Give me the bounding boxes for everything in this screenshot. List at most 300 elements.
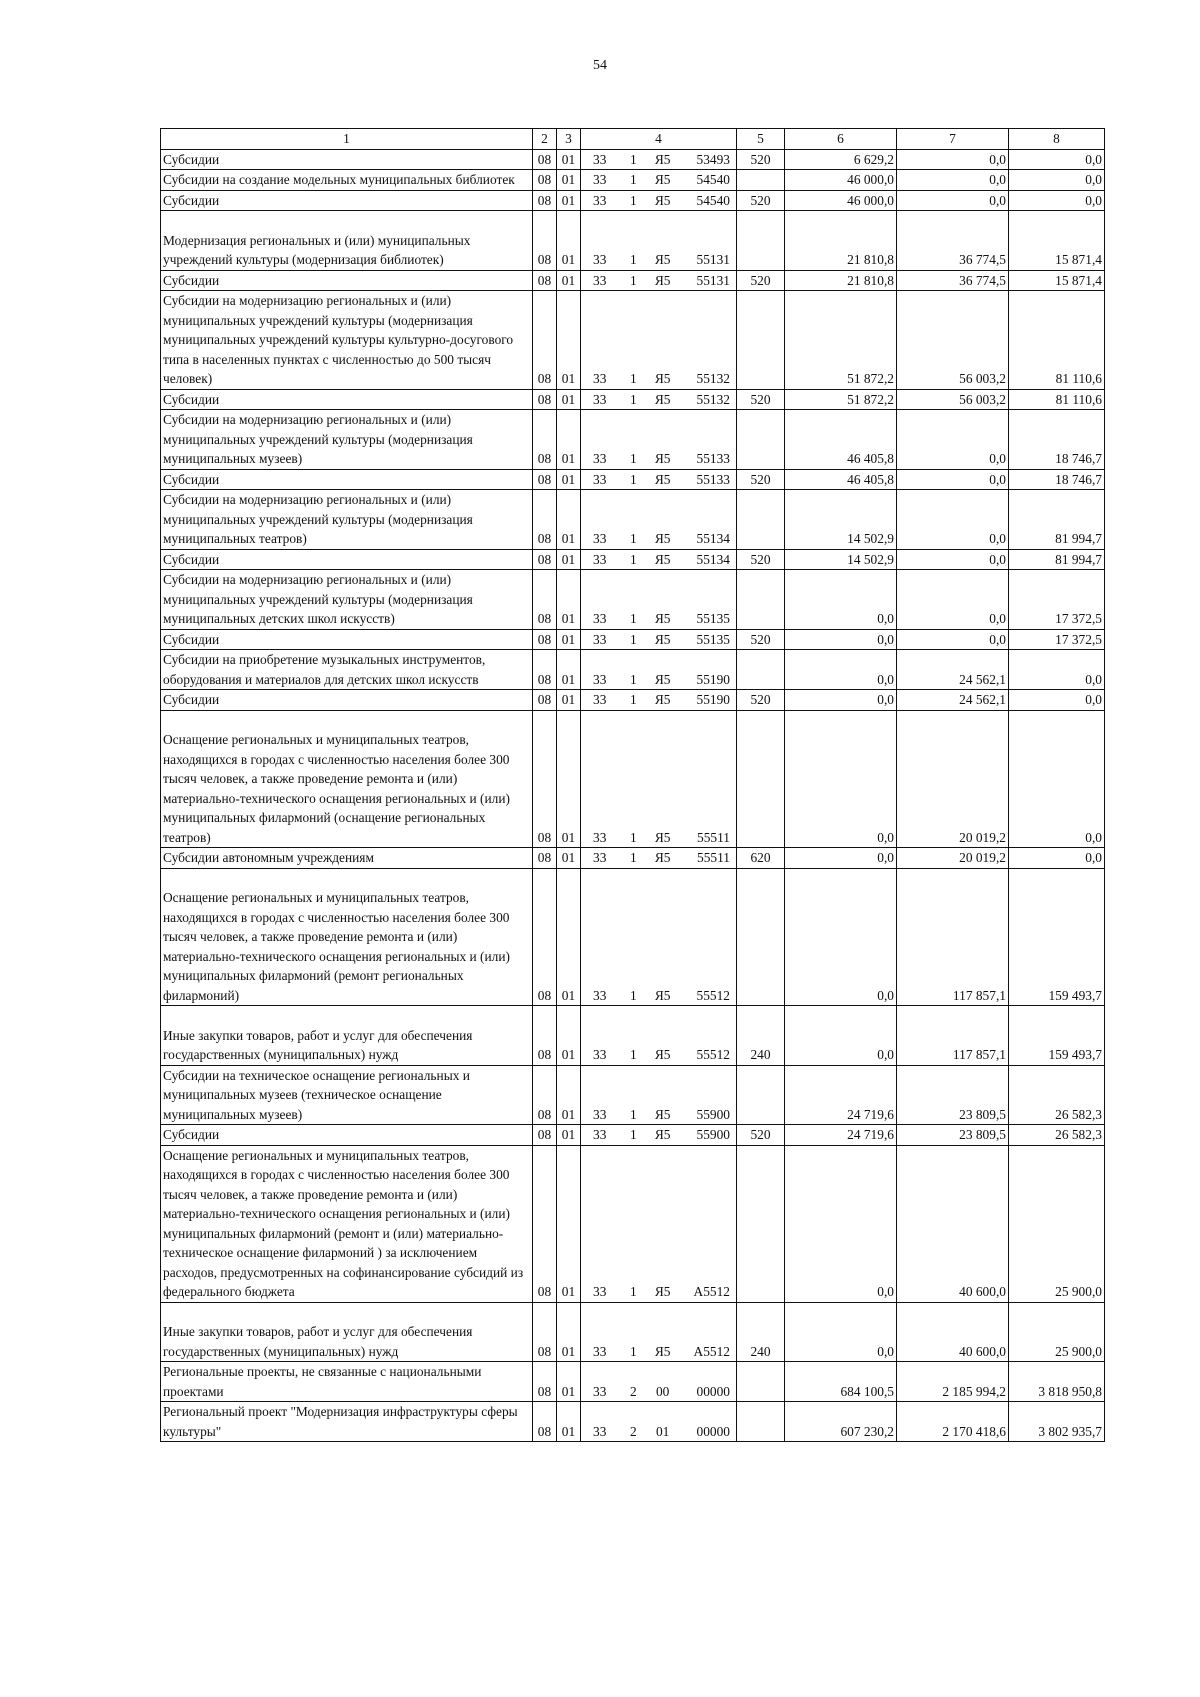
amount-col-8: 0,0 xyxy=(1009,149,1105,170)
row-name xyxy=(161,389,533,410)
expense-type-code xyxy=(737,710,785,848)
section-code: 08 xyxy=(533,389,557,410)
target-article-code xyxy=(581,1065,737,1125)
target-article-code xyxy=(581,690,737,711)
target-article-code xyxy=(581,1145,737,1302)
code-part: 54540 xyxy=(696,192,730,208)
table-row xyxy=(161,469,1105,490)
amount-col-7: 36 774,5 xyxy=(897,270,1009,291)
amount-col-8: 25 900,0 xyxy=(1009,1145,1105,1302)
code-part: 1 xyxy=(629,551,637,567)
expense-type-code xyxy=(737,570,785,630)
amount-col-8: 3 818 950,8 xyxy=(1009,1362,1105,1402)
amount-col-8: 159 493,7 xyxy=(1009,1006,1105,1066)
amount-col-8: 0,0 xyxy=(1009,190,1105,211)
expense-type-code: 240 xyxy=(737,1302,785,1362)
amount-col-6: 684 100,5 xyxy=(785,1362,897,1402)
expense-type-code: 240 xyxy=(737,1006,785,1066)
code-part: 1 xyxy=(629,671,637,687)
section-code: 08 xyxy=(533,1145,557,1302)
section-code: 08 xyxy=(533,211,557,271)
code-part: Я5 xyxy=(654,272,671,288)
row-name xyxy=(161,629,533,650)
table-row xyxy=(161,1006,1105,1066)
row-name-text: Субсидии на создание модельных муниципальных библиотек xyxy=(163,172,515,187)
row-name-text: Иные закупки товаров, работ и услуг для обеспечения государственных (муниципальных) нужд xyxy=(163,1027,473,1062)
amount-col-6: 14 502,9 xyxy=(785,490,897,550)
code-part: 1 xyxy=(629,272,637,288)
table-row xyxy=(161,190,1105,211)
amount-col-8: 18 746,7 xyxy=(1009,410,1105,470)
row-name xyxy=(161,490,533,550)
row-name-text: Субсидии xyxy=(163,192,220,208)
table-row xyxy=(161,170,1105,191)
header-cell: 7 xyxy=(897,129,1009,150)
header-cell: 1 xyxy=(161,129,533,150)
code-part: Я5 xyxy=(654,471,671,487)
section-code: 08 xyxy=(533,1006,557,1066)
code-part: 55190 xyxy=(696,692,730,707)
code-part: 33 xyxy=(593,850,607,865)
code-part: 55131 xyxy=(696,252,730,267)
section-code: 08 xyxy=(533,690,557,711)
code-part: 33 xyxy=(593,1284,607,1299)
target-article-code xyxy=(581,1006,737,1066)
expense-type-code xyxy=(737,410,785,470)
amount-col-7: 0,0 xyxy=(897,490,1009,550)
section-code: 08 xyxy=(533,1402,557,1442)
amount-col-6: 6 629,2 xyxy=(785,149,897,170)
target-article-code xyxy=(581,410,737,470)
code-part: 1 xyxy=(629,611,637,626)
code-part: 33 xyxy=(593,1047,607,1062)
amount-col-7: 2 185 994,2 xyxy=(897,1362,1009,1402)
amount-col-8: 159 493,7 xyxy=(1009,868,1105,1006)
code-part: 55131 xyxy=(696,272,730,288)
code-part: 55190 xyxy=(696,671,730,687)
code-part: 55135 xyxy=(696,611,730,626)
code-part: 1 xyxy=(629,252,637,267)
amount-col-8: 26 582,3 xyxy=(1009,1065,1105,1125)
expense-type-code: 520 xyxy=(737,149,785,170)
section-code: 08 xyxy=(533,1065,557,1125)
amount-col-6: 607 230,2 xyxy=(785,1402,897,1442)
code-part: 33 xyxy=(593,272,607,288)
code-part: 33 xyxy=(593,391,607,407)
amount-col-7: 0,0 xyxy=(897,410,1009,470)
amount-col-7: 0,0 xyxy=(897,190,1009,211)
section-code: 08 xyxy=(533,170,557,191)
code-part: 33 xyxy=(593,1106,607,1122)
expense-type-code xyxy=(737,868,785,1006)
section-code: 08 xyxy=(533,1125,557,1146)
code-part: 55511 xyxy=(697,829,730,845)
row-name-text: Региональный проект "Модернизация инфраструктуры сферы культуры" xyxy=(163,1404,518,1439)
code-part: 33 xyxy=(593,829,607,845)
code-part: Я5 xyxy=(654,551,671,567)
amount-col-6: 0,0 xyxy=(785,1302,897,1362)
expense-type-code: 520 xyxy=(737,629,785,650)
subsection-code: 01 xyxy=(557,1006,581,1066)
row-name xyxy=(161,1145,533,1302)
table-row xyxy=(161,291,1105,390)
target-article-code xyxy=(581,490,737,550)
row-name-text: Субсидии на модернизацию региональных и (или) муниципальных учреждений культуры (модернизация муниципальных детских школ искусств) xyxy=(163,572,473,626)
code-part: Я5 xyxy=(654,1127,671,1142)
expense-type-code: 520 xyxy=(737,1125,785,1146)
target-article-code xyxy=(581,469,737,490)
target-article-code xyxy=(581,710,737,848)
code-part: 1 xyxy=(629,692,637,707)
table-row xyxy=(161,270,1105,291)
amount-col-7: 117 857,1 xyxy=(897,1006,1009,1066)
target-article-code xyxy=(581,1302,737,1362)
code-part: 33 xyxy=(593,631,607,647)
section-code: 08 xyxy=(533,650,557,690)
target-article-code xyxy=(581,848,737,869)
amount-col-6: 0,0 xyxy=(785,868,897,1006)
expense-type-code: 520 xyxy=(737,270,785,291)
subsection-code: 01 xyxy=(557,190,581,211)
expense-type-code xyxy=(737,1065,785,1125)
code-part: 1 xyxy=(629,1127,637,1142)
target-article-code xyxy=(581,650,737,690)
code-part: 2 xyxy=(629,1383,637,1399)
code-part: 55134 xyxy=(696,531,730,546)
target-article-code xyxy=(581,170,737,191)
table-row xyxy=(161,848,1105,869)
row-name-text: Оснащение региональных и муниципальных театров, находящихся в городах с численностью населения более 300 тысяч человек, а также проведение ремонта и (или) материально-технического оснащения региональных и (или) муниципальных филармоний (оснащение региональных театров) xyxy=(163,732,510,845)
section-code: 08 xyxy=(533,190,557,211)
header-cell: 3 xyxy=(557,129,581,150)
amount-col-8: 0,0 xyxy=(1009,848,1105,869)
table-row xyxy=(161,1402,1105,1442)
amount-col-7: 40 600,0 xyxy=(897,1145,1009,1302)
code-part: 33 xyxy=(593,471,607,487)
amount-col-6: 24 719,6 xyxy=(785,1125,897,1146)
amount-col-6: 0,0 xyxy=(785,650,897,690)
row-name-text: Оснащение региональных и муниципальных театров, находящихся в городах с численностью населения более 300 тысяч человек, а также проведение ремонта и (или) материально-технического оснащения региональных и (или) муниципальных филармоний (ремонт и (или) материально-техническое оснащение филармоний ) за исключением расходов, предусмотренных на софинансирование субсидий из федерального бюджета xyxy=(163,1147,524,1299)
expense-type-code: 520 xyxy=(737,190,785,211)
row-spacer xyxy=(163,869,530,889)
target-article-code xyxy=(581,570,737,630)
subsection-code: 01 xyxy=(557,690,581,711)
amount-col-7: 20 019,2 xyxy=(897,848,1009,869)
row-name xyxy=(161,149,533,170)
code-part: 55132 xyxy=(696,391,730,407)
amount-col-8: 81 110,6 xyxy=(1009,389,1105,410)
row-name xyxy=(161,1402,533,1442)
row-name xyxy=(161,650,533,690)
table-row xyxy=(161,1065,1105,1125)
row-name xyxy=(161,410,533,470)
table-row xyxy=(161,1302,1105,1362)
amount-col-6: 0,0 xyxy=(785,1006,897,1066)
code-part: 55135 xyxy=(696,631,730,647)
code-part: 1 xyxy=(629,829,637,845)
section-code: 08 xyxy=(533,549,557,570)
code-part: Я5 xyxy=(654,151,671,167)
subsection-code: 01 xyxy=(557,868,581,1006)
amount-col-8: 17 372,5 xyxy=(1009,629,1105,650)
section-code: 08 xyxy=(533,710,557,848)
code-part: 01 xyxy=(655,1423,670,1439)
target-article-code xyxy=(581,1125,737,1146)
amount-col-8: 0,0 xyxy=(1009,710,1105,848)
amount-col-7: 0,0 xyxy=(897,549,1009,570)
amount-col-8: 15 871,4 xyxy=(1009,270,1105,291)
row-name-text: Субсидии на приобретение музыкальных инструментов, оборудования и материалов для детских школ искусств xyxy=(163,652,486,687)
page-number: 54 xyxy=(593,58,607,73)
code-part: Я5 xyxy=(654,371,671,386)
section-code: 08 xyxy=(533,868,557,1006)
subsection-code: 01 xyxy=(557,629,581,650)
section-code: 08 xyxy=(533,570,557,630)
subsection-code: 01 xyxy=(557,291,581,390)
expense-type-code xyxy=(737,211,785,271)
code-part: Я5 xyxy=(654,671,671,687)
table-row xyxy=(161,149,1105,170)
amount-col-6: 51 872,2 xyxy=(785,389,897,410)
amount-col-8: 0,0 xyxy=(1009,650,1105,690)
code-part: 33 xyxy=(593,692,607,707)
amount-col-8: 18 746,7 xyxy=(1009,469,1105,490)
code-part: 1 xyxy=(629,1284,637,1299)
code-part: 55132 xyxy=(696,371,730,386)
code-part: 33 xyxy=(593,987,607,1003)
section-code: 08 xyxy=(533,848,557,869)
table-row xyxy=(161,1362,1105,1402)
amount-col-8: 26 582,3 xyxy=(1009,1125,1105,1146)
amount-col-6: 46 000,0 xyxy=(785,170,897,191)
table-row xyxy=(161,690,1105,711)
row-name xyxy=(161,170,533,191)
amount-col-7: 23 809,5 xyxy=(897,1125,1009,1146)
code-part: 1 xyxy=(629,531,637,546)
header-row xyxy=(161,129,1105,150)
table-row xyxy=(161,490,1105,550)
code-part: А5512 xyxy=(693,1284,730,1299)
table-row xyxy=(161,868,1105,1006)
code-part: 1 xyxy=(629,631,637,647)
header-cell: 5 xyxy=(737,129,785,150)
code-part: Я5 xyxy=(654,1106,671,1122)
amount-col-6: 14 502,9 xyxy=(785,549,897,570)
code-part: Я5 xyxy=(654,692,671,707)
code-part: Я5 xyxy=(654,631,671,647)
expense-type-code: 620 xyxy=(737,848,785,869)
row-name xyxy=(161,549,533,570)
code-part: 1 xyxy=(629,192,637,208)
amount-col-8: 81 994,7 xyxy=(1009,549,1105,570)
row-name xyxy=(161,270,533,291)
code-part: Я5 xyxy=(654,1343,671,1359)
row-name-text: Субсидии на модернизацию региональных и (или) муниципальных учреждений культуры (модернизация муниципальных музеев) xyxy=(163,412,473,466)
section-code: 08 xyxy=(533,291,557,390)
amount-col-6: 0,0 xyxy=(785,710,897,848)
amount-col-6: 0,0 xyxy=(785,690,897,711)
row-name xyxy=(161,190,533,211)
row-name xyxy=(161,1065,533,1125)
amount-col-8: 81 994,7 xyxy=(1009,490,1105,550)
code-part: 33 xyxy=(593,192,607,208)
expense-type-code xyxy=(737,170,785,191)
subsection-code: 01 xyxy=(557,490,581,550)
row-name-text: Субсидии на модернизацию региональных и (или) муниципальных учреждений культуры (модернизация муниципальных учреждений культуры культурно-досугового типа в населенных пунктах с численностью до 500 тысяч человек) xyxy=(163,293,514,386)
subsection-code: 01 xyxy=(557,650,581,690)
code-part: Я5 xyxy=(654,172,671,187)
target-article-code xyxy=(581,549,737,570)
row-name-text: Субсидии xyxy=(163,551,220,567)
expense-type-code xyxy=(737,1145,785,1302)
amount-col-6: 21 810,8 xyxy=(785,211,897,271)
code-part: 00000 xyxy=(696,1423,730,1439)
row-name-text: Субсидии автономным учреждениям xyxy=(163,850,374,865)
header-cell: 6 xyxy=(785,129,897,150)
code-part: 1 xyxy=(629,850,637,865)
code-part: Я5 xyxy=(654,531,671,546)
expense-type-code: 520 xyxy=(737,389,785,410)
target-article-code xyxy=(581,190,737,211)
amount-col-7: 36 774,5 xyxy=(897,211,1009,271)
code-part: 55900 xyxy=(696,1127,730,1142)
amount-col-6: 46 000,0 xyxy=(785,190,897,211)
amount-col-6: 0,0 xyxy=(785,570,897,630)
table-row xyxy=(161,1125,1105,1146)
row-name-text: Субсидии на модернизацию региональных и (или) муниципальных учреждений культуры (модернизация муниципальных театров) xyxy=(163,492,473,546)
row-spacer xyxy=(163,211,530,231)
amount-col-8: 3 802 935,7 xyxy=(1009,1402,1105,1442)
table-row xyxy=(161,549,1105,570)
code-part: Я5 xyxy=(654,192,671,208)
expense-type-code xyxy=(737,1362,785,1402)
code-part: 33 xyxy=(593,611,607,626)
amount-col-6: 0,0 xyxy=(785,848,897,869)
code-part: 33 xyxy=(593,531,607,546)
row-name-text: Субсидии xyxy=(163,471,220,487)
table-row xyxy=(161,410,1105,470)
table-row xyxy=(161,211,1105,271)
amount-col-8: 17 372,5 xyxy=(1009,570,1105,630)
row-name-text: Модернизация региональных и (или) муниципальных учреждений культуры (модернизация библиотек) xyxy=(163,232,471,267)
amount-col-6: 21 810,8 xyxy=(785,270,897,291)
amount-col-6: 46 405,8 xyxy=(785,410,897,470)
row-name xyxy=(161,469,533,490)
code-part: 53493 xyxy=(696,151,730,167)
subsection-code: 01 xyxy=(557,270,581,291)
target-article-code xyxy=(581,270,737,291)
row-spacer xyxy=(163,1303,530,1323)
section-code: 08 xyxy=(533,270,557,291)
row-name-text: Иные закупки товаров, работ и услуг для обеспечения государственных (муниципальных) нужд xyxy=(163,1324,473,1359)
code-part: 1 xyxy=(629,151,637,167)
code-part: Я5 xyxy=(654,451,671,466)
header-cell: 8 xyxy=(1009,129,1105,150)
code-part: Я5 xyxy=(654,987,671,1003)
table-row xyxy=(161,629,1105,650)
row-spacer xyxy=(163,711,530,731)
amount-col-8: 25 900,0 xyxy=(1009,1302,1105,1362)
code-part: А5512 xyxy=(693,1343,730,1359)
row-name-text: Субсидии xyxy=(163,631,220,647)
table-row xyxy=(161,389,1105,410)
section-code: 08 xyxy=(533,149,557,170)
target-article-code xyxy=(581,1362,737,1402)
code-part: 1 xyxy=(629,172,637,187)
row-name xyxy=(161,211,533,271)
amount-col-7: 0,0 xyxy=(897,469,1009,490)
section-code: 08 xyxy=(533,410,557,470)
code-part: 55900 xyxy=(696,1106,730,1122)
code-part: Я5 xyxy=(654,829,671,845)
header-cell: 2 xyxy=(533,129,557,150)
subsection-code: 01 xyxy=(557,1145,581,1302)
code-part: 33 xyxy=(593,252,607,267)
row-name-text: Субсидии xyxy=(163,151,220,167)
code-part: 55511 xyxy=(697,850,730,865)
amount-col-7: 0,0 xyxy=(897,170,1009,191)
header-cell: 4 xyxy=(581,129,737,150)
code-part: 1 xyxy=(629,451,637,466)
row-name xyxy=(161,848,533,869)
code-part: Я5 xyxy=(654,850,671,865)
section-code: 08 xyxy=(533,469,557,490)
amount-col-7: 24 562,1 xyxy=(897,650,1009,690)
amount-col-6: 24 719,6 xyxy=(785,1065,897,1125)
amount-col-7: 117 857,1 xyxy=(897,868,1009,1006)
subsection-code: 01 xyxy=(557,1302,581,1362)
code-part: 55133 xyxy=(696,471,730,487)
section-code: 08 xyxy=(533,1302,557,1362)
row-name-text: Субсидии на техническое оснащение региональных и муниципальных музеев (техническое оснащение муниципальных музеев) xyxy=(163,1067,470,1122)
subsection-code: 01 xyxy=(557,149,581,170)
subsection-code: 01 xyxy=(557,549,581,570)
code-part: 33 xyxy=(593,1343,607,1359)
code-part: 33 xyxy=(593,1127,607,1142)
code-part: 2 xyxy=(629,1423,637,1439)
code-part: 00 xyxy=(655,1383,670,1399)
section-code: 08 xyxy=(533,629,557,650)
subsection-code: 01 xyxy=(557,170,581,191)
subsection-code: 01 xyxy=(557,848,581,869)
code-part: 55512 xyxy=(696,987,730,1003)
amount-col-8: 15 871,4 xyxy=(1009,211,1105,271)
amount-col-7: 2 170 418,6 xyxy=(897,1402,1009,1442)
table-row xyxy=(161,570,1105,630)
code-part: 33 xyxy=(593,151,607,167)
code-part: 33 xyxy=(593,172,607,187)
code-part: 55133 xyxy=(696,451,730,466)
row-name-text: Субсидии xyxy=(163,391,220,407)
code-part: 1 xyxy=(629,471,637,487)
code-part: 55512 xyxy=(696,1047,730,1062)
subsection-code: 01 xyxy=(557,570,581,630)
code-part: 1 xyxy=(629,987,637,1003)
amount-col-7: 0,0 xyxy=(897,149,1009,170)
amount-col-7: 23 809,5 xyxy=(897,1065,1009,1125)
subsection-code: 01 xyxy=(557,710,581,848)
table-row xyxy=(161,1145,1105,1302)
expense-type-code xyxy=(737,490,785,550)
code-part: 33 xyxy=(593,551,607,567)
row-name xyxy=(161,291,533,390)
amount-col-7: 40 600,0 xyxy=(897,1302,1009,1362)
row-name xyxy=(161,1362,533,1402)
code-part: 33 xyxy=(593,1423,607,1439)
target-article-code xyxy=(581,149,737,170)
code-part: Я5 xyxy=(654,1047,671,1062)
code-part: Я5 xyxy=(654,1284,671,1299)
